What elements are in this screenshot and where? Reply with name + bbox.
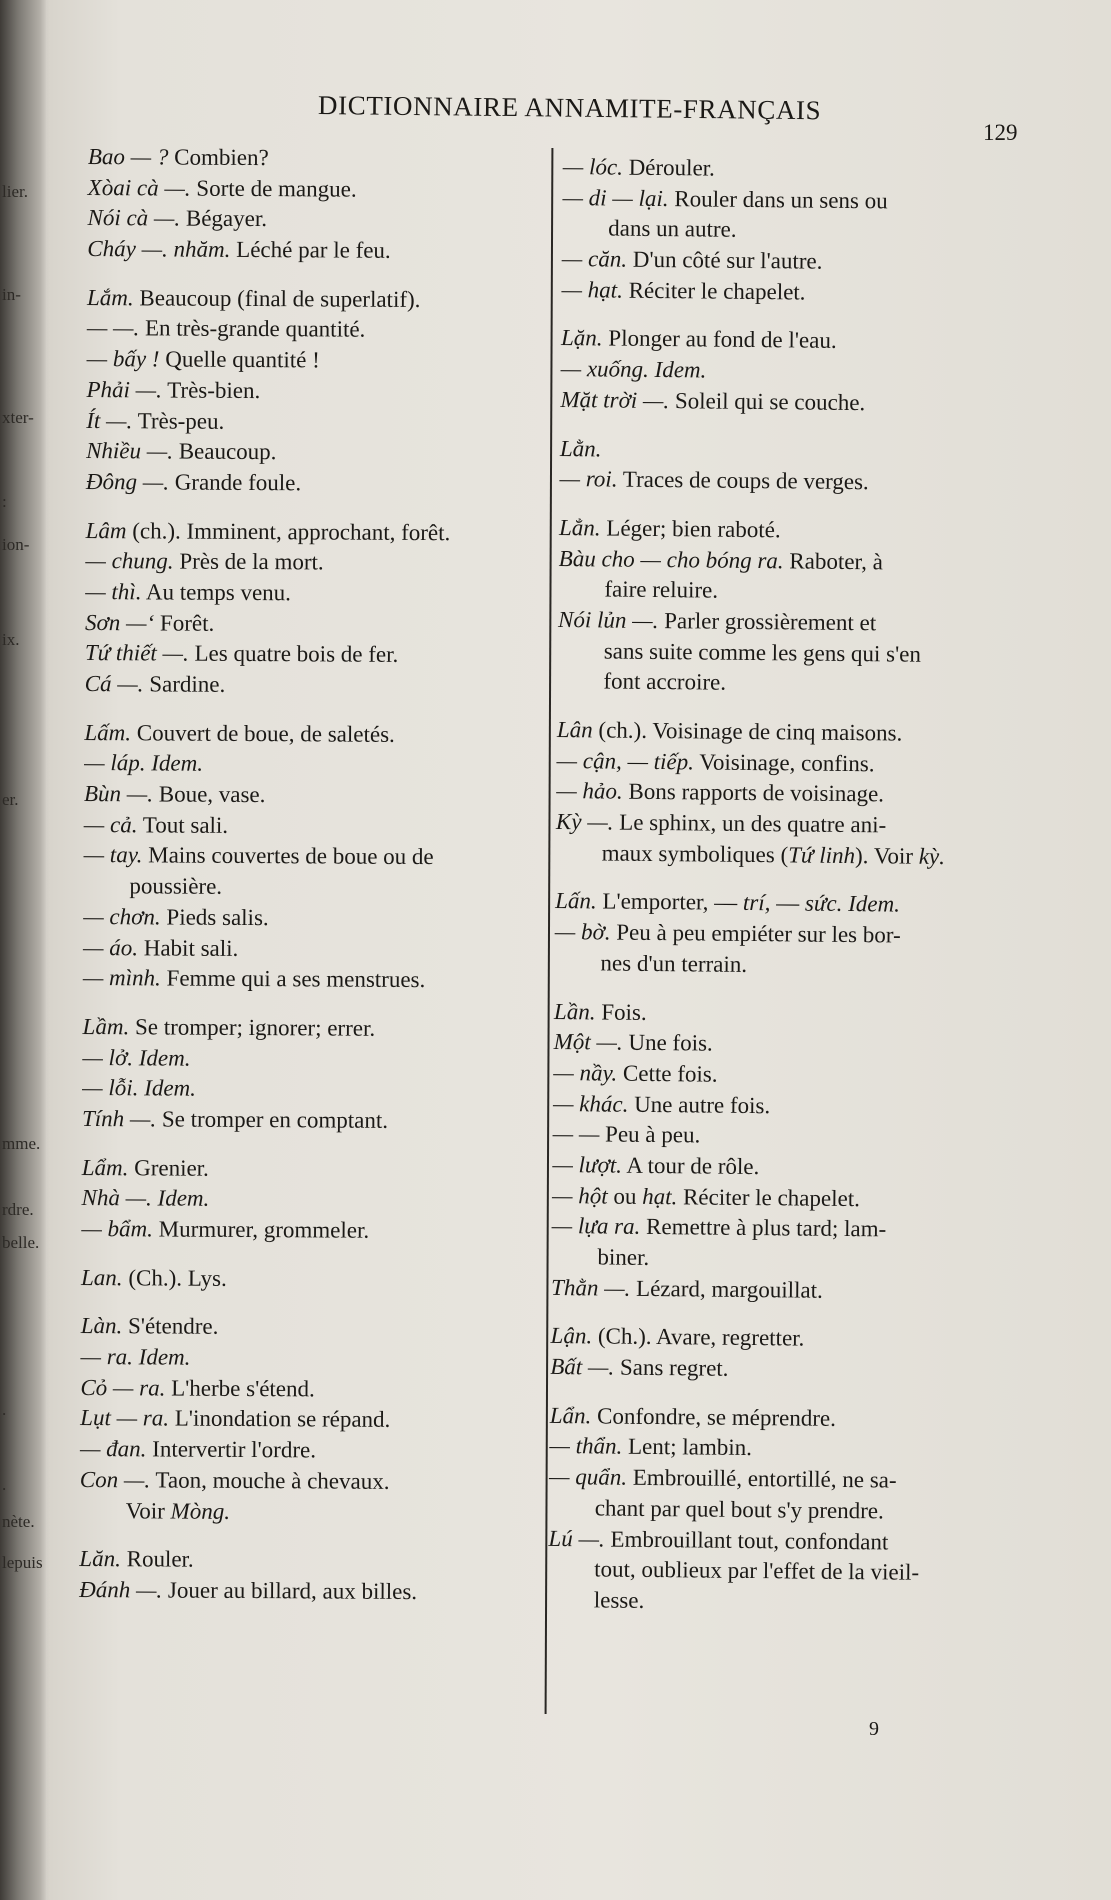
edge-fragment: nète. xyxy=(2,1512,35,1531)
definition-text: Le sphinx, un des quatre ani- xyxy=(613,809,887,838)
edge-fragment: in- xyxy=(2,285,21,304)
definition-text: faire reluire. xyxy=(558,576,719,603)
left-column xyxy=(79,142,453,1608)
dictionary-line xyxy=(81,1263,446,1296)
dictionary-line xyxy=(554,996,944,1031)
headword-italic: Lặn. xyxy=(560,325,603,351)
definition-text: Grande foule. xyxy=(168,469,302,496)
dictionary-line xyxy=(558,605,948,640)
headword-italic: Bùn —. xyxy=(83,781,154,807)
headword-italic: Lằn. xyxy=(559,435,602,461)
entry-gap xyxy=(81,1245,446,1265)
edge-fragment: . xyxy=(2,1475,7,1494)
dictionary-line xyxy=(558,636,948,671)
definition-text: A tour de rôle. xyxy=(621,1152,760,1180)
headword-italic: — áo. xyxy=(83,934,139,960)
edge-fragment: ion- xyxy=(2,535,30,554)
page-number: 129 xyxy=(983,120,1018,145)
headword-italic: Nhiều —. xyxy=(86,438,174,464)
definition-text: Remettre à plus tard; lam- xyxy=(640,1214,887,1242)
definition-text: Habit sali. xyxy=(137,934,239,961)
headword-italic: Xòai cà —. xyxy=(87,174,191,201)
headword-italic: Phải —. xyxy=(86,376,162,403)
definition-text: nes d'un terrain. xyxy=(554,949,748,977)
dictionary-line xyxy=(555,886,945,921)
definition-text: Se tromper; ignorer; errer. xyxy=(129,1014,376,1041)
dictionary-line xyxy=(548,1523,938,1558)
headword-italic: — bẩm. xyxy=(81,1215,154,1242)
dictionary-line xyxy=(556,776,946,811)
dictionary-line xyxy=(87,313,452,346)
dictionary-line xyxy=(562,183,952,218)
headword-italic: Mặt trời —. xyxy=(560,386,670,413)
headword-italic: — mình. xyxy=(82,965,161,991)
definition-text: tout, oublieux par l'effet de la vieil- xyxy=(548,1556,920,1585)
dictionary-line xyxy=(80,1403,445,1436)
running-header: DICTIONNAIRE ANNAMITE-FRANÇAIS xyxy=(317,90,822,126)
headword-italic: — bấy ! xyxy=(86,346,160,372)
definition-text: D'un côté sur l'autre. xyxy=(626,246,823,274)
definition-text: Femme qui a ses menstrues. xyxy=(160,965,426,993)
headword-italic: — xuống. Idem. xyxy=(560,356,707,383)
headword-italic: Bất —. xyxy=(550,1353,615,1380)
headword-italic: Cá —. xyxy=(84,670,144,697)
dictionary-line xyxy=(87,203,452,236)
dictionary-line xyxy=(88,173,453,206)
headword-italic: — bờ. xyxy=(554,919,611,945)
definition-text: Boue, vase. xyxy=(152,781,266,808)
headword-italic: Cháy —. nhăm. xyxy=(87,236,231,262)
definition-text: Tout sali. xyxy=(137,812,229,838)
headword-italic: Ít —. xyxy=(86,407,133,433)
definition-text: Rouler. xyxy=(120,1546,194,1572)
definition-text: Raboter, à xyxy=(783,547,884,574)
definition-text: Murmurer, grommeler. xyxy=(152,1216,370,1243)
definition-text: — xyxy=(770,890,806,917)
headword-italic: Lẩn. xyxy=(549,1402,592,1429)
entry-gap xyxy=(87,265,452,285)
dictionary-line xyxy=(548,1554,938,1589)
dictionary-line xyxy=(556,807,946,842)
headword-italic: — lở. Idem. xyxy=(82,1044,191,1071)
headword-italic: Lận. xyxy=(550,1323,593,1349)
headword-italic: Cỏ — ra. xyxy=(80,1374,166,1401)
definition-text: poussière. xyxy=(83,873,223,899)
headword-italic: — thì. xyxy=(85,578,142,605)
headword-italic: sức. Idem. xyxy=(804,891,901,918)
dictionary-line xyxy=(552,1211,942,1246)
dictionary-line xyxy=(555,838,945,873)
headword-italic: — láp. Idem. xyxy=(84,750,204,777)
definition-text: Voisinage, confins. xyxy=(693,749,875,776)
dictionary-line xyxy=(562,244,952,279)
definition-text: Fois. xyxy=(595,998,647,1025)
dictionary-line xyxy=(83,871,448,904)
definition-text: Une fois. xyxy=(622,1029,713,1056)
dictionary-line xyxy=(83,963,448,996)
definition-text: Sardine. xyxy=(143,671,226,697)
definition-text: Plonger au fond de l'eau. xyxy=(602,325,837,354)
dictionary-line xyxy=(82,1043,447,1076)
definition-text: L'herbe s'étend. xyxy=(165,1375,315,1402)
definition-text: Sans regret. xyxy=(614,1354,729,1381)
dictionary-line xyxy=(86,405,451,438)
definition-text: biner. xyxy=(551,1243,650,1270)
headword-italic: — căn. xyxy=(561,246,628,272)
definition-text: Très-bien. xyxy=(161,377,261,403)
edge-fragment: xter- xyxy=(2,408,34,427)
headword-italic: — roi. xyxy=(559,466,618,492)
headword-italic: Tứ linh xyxy=(788,842,856,868)
definition-text: Parler grossièrement et xyxy=(658,607,877,636)
dictionary-line xyxy=(553,1058,943,1093)
edge-fragment: lier. xyxy=(2,182,28,201)
definition-text: L'inondation se répand. xyxy=(168,1405,391,1433)
headword-italic: Con —. xyxy=(79,1466,151,1493)
definition-text: Beaucoup (final de superlatif). xyxy=(133,285,421,312)
definition-text: Rouler dans un sens ou xyxy=(668,185,888,214)
dictionary-line xyxy=(85,608,450,641)
definition-text: Lézard, margouillat. xyxy=(630,1275,823,1303)
dictionary-line xyxy=(552,1181,942,1216)
headword-italic: — hảo. xyxy=(556,778,623,805)
headword-italic: — khác. xyxy=(552,1090,629,1117)
dictionary-line xyxy=(87,344,452,377)
definition-text: sans suite comme les gens qui s'en xyxy=(557,637,922,667)
edge-fragment: lepuis xyxy=(2,1553,43,1572)
dictionary-line xyxy=(550,1401,940,1436)
definition-text: dans un autre. xyxy=(562,215,737,243)
headword-italic: — ra. Idem. xyxy=(80,1344,191,1370)
headword-italic: Lẳn. xyxy=(558,514,601,541)
definition-text: (Ch.). Avare, regretter. xyxy=(592,1323,805,1351)
headword-italic: Bàu cho — cho bóng ra. xyxy=(558,545,784,573)
dictionary-line xyxy=(561,275,951,310)
dictionary-line xyxy=(80,1434,445,1467)
headword-italic: — quẩn. xyxy=(548,1464,628,1490)
dictionary-line xyxy=(549,1431,939,1466)
adjacent-page-edge xyxy=(0,0,46,1900)
dictionary-line xyxy=(548,1585,938,1620)
dictionary-line xyxy=(84,779,449,812)
dictionary-line xyxy=(551,1273,941,1308)
dictionary-line xyxy=(85,669,450,702)
definition-text: Traces de coups de verges. xyxy=(617,466,869,495)
dictionary-line xyxy=(83,932,448,965)
definition-text: (ch.). Imminent, approchant, forêt. xyxy=(126,517,451,545)
headword-italic: Tứ thiết —. xyxy=(84,640,189,666)
dictionary-line xyxy=(81,1214,446,1247)
definition-text: Réciter le chapelet. xyxy=(622,277,806,305)
edge-fragment: : xyxy=(2,492,7,511)
dictionary-line xyxy=(563,152,953,187)
dictionary-line xyxy=(82,1153,447,1186)
definition-text: (Ch.). Lys. xyxy=(122,1264,227,1291)
headword-italic: — lóc. xyxy=(562,153,624,180)
dictionary-line xyxy=(561,354,951,389)
right-column xyxy=(548,152,953,1620)
dictionary-line xyxy=(560,433,950,468)
dictionary-line xyxy=(86,436,451,469)
headword-italic: Đông —. xyxy=(85,468,170,495)
definition-text: Une autre fois. xyxy=(628,1091,771,1118)
headword-italic: — di — lại. xyxy=(562,184,669,211)
definition-text: Dérouler. xyxy=(622,154,716,181)
definition-text: lesse. xyxy=(547,1586,645,1613)
definition-text: En très-grande quantité. xyxy=(139,315,366,343)
dictionary-line xyxy=(559,544,949,579)
dictionary-line xyxy=(79,1544,444,1577)
definition-text: Se tromper en comptant. xyxy=(156,1106,389,1133)
dictionary-line xyxy=(81,1183,446,1216)
headword-italic: — tay. xyxy=(83,842,143,868)
headword-italic: — lỗi. Idem. xyxy=(82,1075,197,1101)
dictionary-line xyxy=(82,1012,447,1045)
definition-text: Cette fois. xyxy=(617,1060,718,1087)
dictionary-line xyxy=(553,1119,943,1154)
edge-fragment: . xyxy=(2,1400,7,1419)
headword-italic: Làn. xyxy=(80,1313,123,1339)
headword-italic: Sơn —‘ xyxy=(84,609,155,636)
definition-text: Léger; bien raboté. xyxy=(600,515,781,543)
definition-text: L'emporter, — xyxy=(596,888,744,916)
dictionary-line xyxy=(83,902,448,935)
headword-italic: Nói lủn —. xyxy=(557,606,659,633)
headword-italic: — hạt. xyxy=(561,276,624,303)
headword-italic: — hột xyxy=(551,1182,608,1209)
dictionary-line xyxy=(550,1321,940,1356)
definition-text: Beaucoup. xyxy=(172,438,277,465)
definition-text: font accroire. xyxy=(557,668,727,696)
dictionary-line xyxy=(86,516,451,549)
definition-text: Jouer au billard, aux billes. xyxy=(162,1577,418,1604)
definition-text: Taon, mouche à chevaux. xyxy=(150,1467,390,1494)
headword-italic: — lượt. xyxy=(552,1151,623,1178)
definition-text: Pieds salis. xyxy=(160,904,269,930)
headword-italic: Thằn —. xyxy=(550,1274,631,1301)
definition-text: maux symboliques ( xyxy=(555,839,789,868)
edge-fragment: ix. xyxy=(2,630,20,649)
dictionary-line xyxy=(556,746,946,781)
headword-italic: Lần. xyxy=(553,998,596,1024)
definition-text: (ch.). Voisinage de cinq maisons. xyxy=(592,717,903,746)
definition-text: Couvert de boue, de saletés. xyxy=(130,719,395,747)
dictionary-line xyxy=(87,234,452,267)
dictionary-line xyxy=(88,142,453,175)
entry-gap xyxy=(84,700,449,720)
dictionary-line xyxy=(86,375,451,408)
dictionary-line xyxy=(85,638,450,671)
dictionary-line xyxy=(80,1373,445,1406)
definition-text: Réciter le chapelet. xyxy=(677,1183,861,1211)
headword-italic: Lân xyxy=(556,716,593,743)
headword-italic: Mòng. xyxy=(170,1498,231,1524)
headword-italic: — đan. xyxy=(79,1436,147,1462)
definition-text: Très-peu. xyxy=(132,407,225,434)
headword-italic: trí, xyxy=(742,890,771,916)
headword-italic: Một —. xyxy=(553,1029,623,1055)
headword-italic: — nầy. xyxy=(553,1059,618,1086)
dictionary-line xyxy=(80,1465,445,1498)
dictionary-line xyxy=(559,464,949,499)
signature-mark: 9 xyxy=(869,1718,879,1740)
dictionary-line xyxy=(558,574,948,609)
definition-text: Peu à peu empiéter sur les bor- xyxy=(610,919,901,948)
dictionary-line xyxy=(85,546,450,579)
definition-text: Les quatre bois de fer. xyxy=(188,640,399,668)
dictionary-line xyxy=(81,1311,446,1344)
definition-text: Sorte de mangue. xyxy=(190,175,357,202)
headword-italic: — —. xyxy=(86,315,140,341)
headword-italic: — chung. xyxy=(85,548,174,574)
dictionary-line xyxy=(555,917,945,952)
entry-gap xyxy=(86,498,451,518)
headword-italic: Lầm. xyxy=(82,1013,130,1040)
dictionary-line xyxy=(561,323,951,358)
entry-gap xyxy=(79,1526,444,1546)
definition-text: Léché par le feu. xyxy=(230,236,391,263)
headword-italic: Lấm. xyxy=(84,719,132,745)
headword-italic: Lẩm. xyxy=(81,1154,129,1180)
dictionary-line xyxy=(560,385,950,420)
dictionary-line xyxy=(554,948,944,983)
definition-text: Lent; lambin. xyxy=(622,1434,753,1461)
headword-italic: — lựa ra. xyxy=(551,1213,641,1240)
definition-text: ). Voir xyxy=(854,842,919,869)
entry-gap xyxy=(81,1293,446,1313)
definition-text: Voir xyxy=(79,1497,171,1524)
dictionary-line xyxy=(84,810,449,843)
edge-fragment: er. xyxy=(2,790,19,809)
headword-italic: Lụt — ra. xyxy=(80,1405,170,1431)
definition-text: Soleil qui se couche. xyxy=(669,387,866,415)
dictionary-line xyxy=(553,1089,943,1124)
headword-italic: Lấn. xyxy=(555,888,597,914)
entry-gap xyxy=(83,994,448,1014)
dictionary-line xyxy=(550,1352,940,1387)
definition-text: Confondre, se méprendre. xyxy=(591,1403,837,1431)
headword-italic: Lú —. xyxy=(548,1525,605,1552)
dictionary-line xyxy=(84,718,449,751)
dictionary-line xyxy=(554,1027,944,1062)
entry-gap xyxy=(82,1135,447,1155)
dictionary-line xyxy=(80,1495,445,1528)
headword-italic: Lâm xyxy=(85,517,127,543)
definition-text: Forêt. xyxy=(154,610,215,636)
headword-italic: hạt. xyxy=(642,1183,678,1209)
dictionary-line xyxy=(549,1493,939,1528)
definition-text: ou xyxy=(607,1183,643,1209)
dictionary-line xyxy=(557,666,947,701)
dictionary-line xyxy=(82,1073,447,1106)
headword-italic: Nói cà —. xyxy=(87,205,181,231)
edge-fragment: belle. xyxy=(2,1233,40,1252)
dictionary-line xyxy=(562,213,952,248)
headword-italic: Lăn. xyxy=(79,1546,121,1572)
dictionary-line xyxy=(86,467,451,500)
dictionary-line xyxy=(549,1462,939,1497)
definition-text: Grenier. xyxy=(128,1154,209,1181)
edge-fragment: mme. xyxy=(2,1134,41,1153)
definition-text: Embrouillé, entortillé, ne sa- xyxy=(626,1464,897,1493)
dictionary-line xyxy=(84,840,449,873)
dictionary-line xyxy=(80,1342,445,1375)
definition-text: Près de la mort. xyxy=(173,548,324,575)
headword-italic: — — xyxy=(552,1121,600,1147)
edge-fragment: rdre. xyxy=(2,1200,34,1219)
headword-italic: Nhà —. Idem. xyxy=(81,1185,210,1212)
definition-text: S'étendre. xyxy=(122,1313,219,1340)
dictionary-line xyxy=(551,1242,941,1277)
headword-italic: Tính —. xyxy=(81,1105,157,1132)
headword-italic: Đánh —. xyxy=(79,1576,163,1603)
headword-italic: Lắm. xyxy=(86,284,134,311)
dictionary-line xyxy=(87,283,452,316)
dictionary-line xyxy=(84,748,449,781)
dictionary-line xyxy=(85,577,450,610)
headword-italic: Lan. xyxy=(80,1264,123,1290)
headword-italic: — cận, — tiếp. xyxy=(556,747,695,775)
definition-text: Combien? xyxy=(168,144,269,171)
headword-italic: kỳ. xyxy=(918,843,946,869)
headword-italic: — cả. xyxy=(83,811,138,838)
definition-text: Bons rapports de voisinage. xyxy=(622,779,885,807)
headword-italic: Kỳ —. xyxy=(555,809,614,835)
dictionary-line xyxy=(557,715,947,750)
dictionary-line xyxy=(552,1150,942,1185)
definition-text: Mains couvertes de boue ou de xyxy=(142,842,434,870)
definition-text: Quelle quantité ! xyxy=(159,346,320,373)
dictionary-line xyxy=(559,513,949,548)
definition-text: chant par quel bout s'y prendre. xyxy=(548,1494,884,1524)
headword-italic: — thẩn. xyxy=(549,1433,623,1460)
definition-text: Bégayer. xyxy=(180,205,268,232)
headword-italic: Bao — ? xyxy=(87,143,169,170)
headword-italic: — chơn. xyxy=(83,903,161,930)
definition-text: Embrouillant tout, confondant xyxy=(604,1526,889,1554)
definition-text: Peu à peu. xyxy=(599,1121,701,1148)
definition-text: Intervertir l'ordre. xyxy=(146,1436,317,1463)
dictionary-line xyxy=(82,1104,447,1137)
definition-text: Au temps venu. xyxy=(141,579,292,606)
dictionary-line xyxy=(79,1575,444,1608)
